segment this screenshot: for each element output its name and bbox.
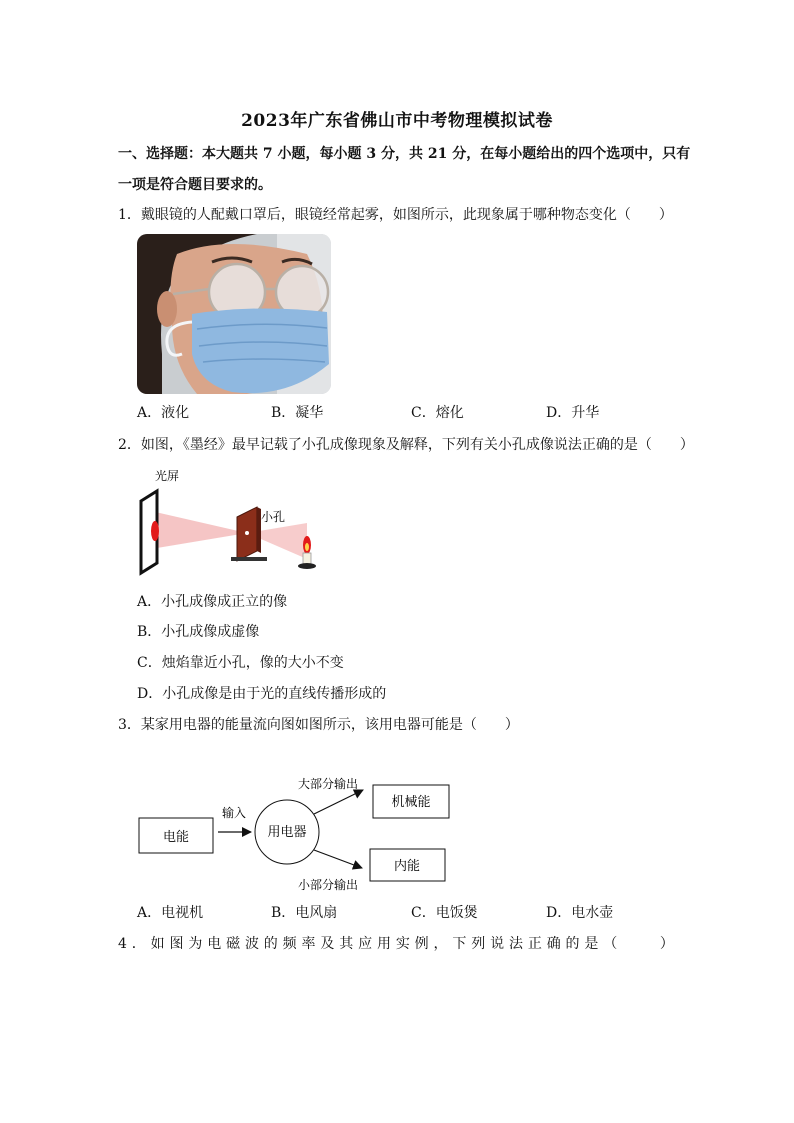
q4-char: 波 xyxy=(244,936,259,952)
question-2-stem: 2．如图，《墨经》最早记载了小孔成像现象及解释，下列有关小孔成像说法正确的是（ ） xyxy=(118,437,694,453)
q4-char: 电 xyxy=(207,936,222,952)
q4-char: 下 xyxy=(452,936,467,952)
electric-energy-box: 电能 xyxy=(162,830,190,845)
pinhole-camera-diagram xyxy=(135,463,335,578)
q4-char: 说 xyxy=(490,936,505,952)
input-label: 输入 xyxy=(221,806,247,820)
q4-char: 确 xyxy=(546,936,561,952)
q4-char: 实 xyxy=(395,936,410,952)
q4-char: ． xyxy=(131,936,146,952)
q4-char: 是 xyxy=(584,936,599,952)
q1-option-d: D．升华 xyxy=(546,405,600,421)
q4-char xyxy=(622,934,636,954)
pinhole-label: 小孔 xyxy=(261,510,286,524)
page-title: 2023年广东省佛山市中考物理模拟试卷 xyxy=(241,111,553,131)
q4-char: 例 xyxy=(414,936,429,952)
q2-option-c: C．烛焰靠近小孔，像的大小不变 xyxy=(137,655,344,671)
q4-char: 图 xyxy=(169,936,184,952)
q4-char: 及 xyxy=(320,936,335,952)
q4-char: 应 xyxy=(358,936,373,952)
q4-char: 的 xyxy=(263,936,278,952)
q1-option-b: B．凝华 xyxy=(271,405,324,421)
q3-option-b: B．电风扇 xyxy=(271,905,338,921)
minor-output-label: 小部分输出 xyxy=(297,878,359,892)
q1-option-c: C．熔化 xyxy=(411,405,464,421)
section-instruction-line1: 一、选择题：本大题共 7 小题，每小题 3 分，共 21 分，在每小题给出的四个选项中，只有 xyxy=(118,146,691,162)
mechanical-energy-box: 机械能 xyxy=(391,795,431,810)
q2-option-d: D．小孔成像是由于光的直线传播形成的 xyxy=(137,686,387,702)
q4-char xyxy=(641,934,655,954)
q4-char: 4 xyxy=(118,936,127,952)
q4-char: ， xyxy=(433,936,448,952)
q1-option-a: A．液化 xyxy=(137,405,190,421)
q4-char: 法 xyxy=(508,936,523,952)
major-output-label: 大部分输出 xyxy=(297,777,359,791)
question-1-photo xyxy=(137,234,331,394)
q4-char: ） xyxy=(659,936,674,952)
q4-char: 正 xyxy=(527,936,542,952)
q3-option-d: D．电水壶 xyxy=(546,905,614,921)
q4-char: 其 xyxy=(339,936,354,952)
question-1-stem: 1．戴眼镜的人配戴口罩后，眼镜经常起雾，如图所示，此现象属于哪种物态变化（ ） xyxy=(118,207,673,223)
q4-char: 为 xyxy=(188,936,203,952)
q4-char: 如 xyxy=(150,936,165,952)
q4-char: 频 xyxy=(282,936,297,952)
q4-char: 磁 xyxy=(226,936,241,952)
screen-label: 光屏 xyxy=(155,469,180,483)
foggy-glasses-mask-illustration xyxy=(137,234,331,394)
section-instruction-line2: 一项是符合题目要求的。 xyxy=(118,177,272,193)
question-4-stem xyxy=(118,934,674,954)
q4-char: 率 xyxy=(301,936,316,952)
q4-char: 列 xyxy=(471,936,486,952)
internal-energy-box: 内能 xyxy=(393,859,421,874)
q4-char: （ xyxy=(603,936,618,952)
energy-flow-diagram xyxy=(130,768,460,898)
question-3-stem: 3．某家用电器的能量流向图如图所示，该用电器可能是（ ） xyxy=(118,717,519,733)
q2-option-a: A．小孔成像成正立的像 xyxy=(137,594,288,610)
q4-char: 的 xyxy=(565,936,580,952)
appliance-node: 用电器 xyxy=(267,825,307,840)
q2-option-b: B．小孔成像成虚像 xyxy=(137,624,260,640)
q3-option-a: A．电视机 xyxy=(137,905,204,921)
q4-char: 用 xyxy=(376,936,391,952)
q3-option-c: C．电饭煲 xyxy=(411,905,478,921)
